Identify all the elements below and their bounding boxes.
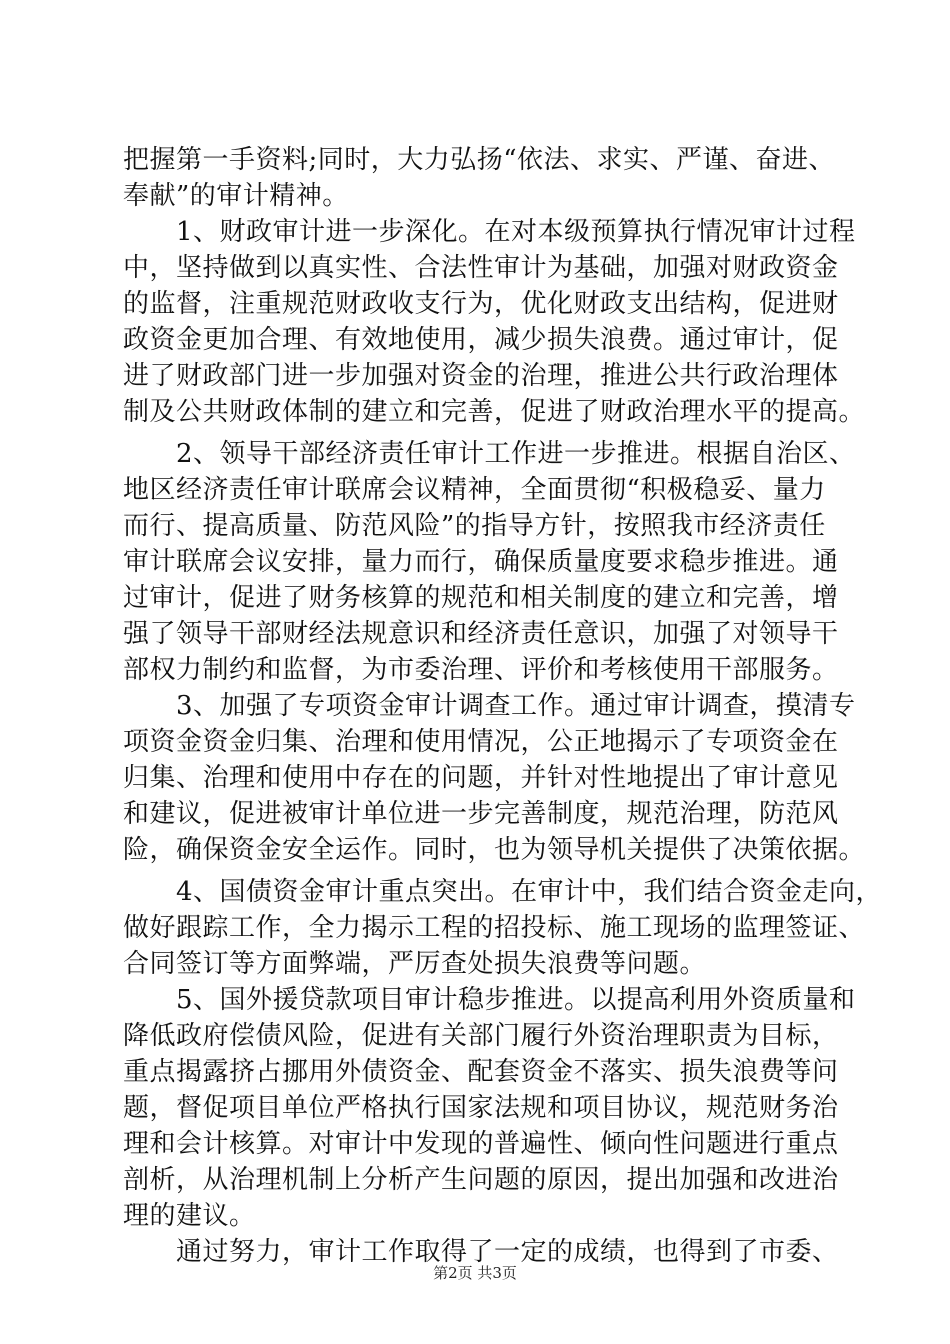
text-line: 政资金更加合理、有效地使用，减少损失浪费。通过审计，促 [123,325,839,355]
text-line: 的监督，注重规范财政收支行为，优化财政支出结构，促进财 [123,289,839,319]
text-line: 做好跟踪工作，全力揭示工程的招投标、施工现场的监理签证、 [123,913,866,943]
text-line: 险，确保资金安全运作。同时，也为领导机关提供了决策依据。 [123,835,866,865]
text-line: 降低政府偿债风险，促进有关部门履行外资治理职责为目标， [123,1021,839,1051]
text-line: 4、国债资金审计重点突出。在审计中，我们结合资金走向， [123,877,883,907]
text-line: 1、财政审计进一步深化。在对本级预算执行情况审计过程 [123,217,856,247]
text-line: 合同签订等方面弊端，严厉查处损失浪费等问题。 [123,949,707,979]
text-line: 过审计，促进了财务核算的规范和相关制度的建立和完善，增 [123,583,839,613]
text-line: 5、国外援贷款项目审计稳步推进。以提高利用外资质量和 [123,985,856,1015]
text-line: 强了领导干部财经法规意识和经济责任意识，加强了对领导干 [123,619,839,649]
text-line: 剖析，从治理机制上分析产生问题的原因，提出加强和改进治 [123,1165,839,1195]
text-line: 进了财政部门进一步加强对资金的治理，推进公共行政治理体 [123,361,839,391]
text-line: 和建议，促进被审计单位进一步完善制度，规范治理，防范风 [123,799,839,829]
text-line: 把握第一手资料;同时，大力弘扬“依法、求实、严谨、奋进、 [123,145,836,175]
page-footer: 第2页 共3页 [433,1264,517,1282]
text-line: 奉献”的审计精神。 [123,181,349,211]
text-line: 制及公共财政体制的建立和完善，促进了财政治理水平的提高。 [123,397,866,427]
text-line: 审计联席会议安排，量力而行，确保质量度要求稳步推进。通 [123,547,839,577]
text-line: 中，坚持做到以真实性、合法性审计为基础，加强对财政资金 [123,253,839,283]
text-line: 归集、治理和使用中存在的问题，并针对性地提出了审计意见 [123,763,839,793]
text-line: 项资金资金归集、治理和使用情况，公正地揭示了专项资金在 [123,727,839,757]
text-line: 重点揭露挤占挪用外债资金、配套资金不落实、损失浪费等问 [123,1057,839,1087]
text-line: 3、加强了专项资金审计调查工作。通过审计调查，摸清专 [123,691,856,721]
text-line: 题，督促项目单位严格执行国家法规和项目协议，规范财务治 [123,1093,839,1123]
text-line: 理的建议。 [123,1201,256,1231]
text-line: 2、领导干部经济责任审计工作进一步推进。根据自治区、 [123,439,856,469]
text-line: 地区经济责任审计联席会议精神，全面贯彻“积极稳妥、量力 [123,475,826,505]
text-line: 部权力制约和监督，为市委治理、评价和考核使用干部服务。 [123,655,839,685]
text-line: 通过努力，审计工作取得了一定的成绩，也得到了市委、 [123,1237,839,1267]
text-line: 而行、提高质量、防范风险”的指导方针，按照我市经济责任 [123,511,826,541]
text-line: 理和会计核算。对审计中发现的普遍性、倾向性问题进行重点 [123,1129,839,1159]
